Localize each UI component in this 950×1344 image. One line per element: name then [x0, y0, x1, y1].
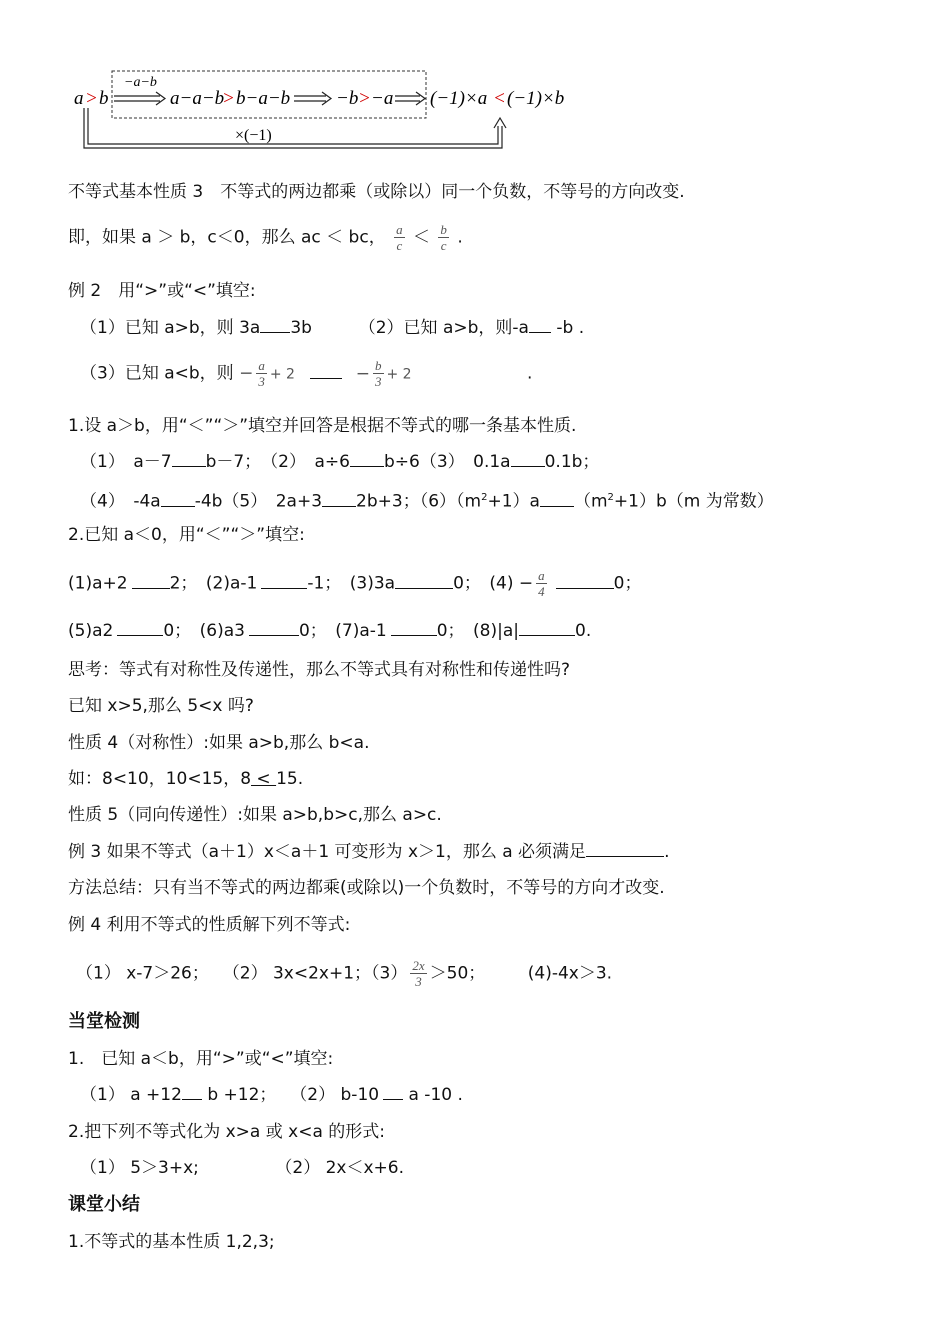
diagram-start-gt: > — [85, 88, 98, 109]
example4-title: 例 4 利用不等式的性质解下列不等式: — [68, 915, 351, 935]
fraction-b-over-3: $\frac{b}{3}$ — [375, 358, 382, 389]
property3-example — [68, 222, 463, 253]
answer-blank[interactable] — [586, 840, 664, 857]
q2-r1-e: 0； — [613, 573, 642, 594]
example3-text: 例 3 如果不等式（a＋1）x＜a＋1 可变形为 x＞1，那么 a 必须满足 — [68, 842, 587, 862]
fraction-a-over-4: $\frac{a}{4}$ — [538, 568, 545, 599]
property3-text: 不等式基本性质 3 不等式的两边都乘（或除以）同一个负数，不等号的方向改变. — [68, 182, 685, 202]
q1-r1-c: b÷6（3） 0.1a — [383, 452, 511, 472]
q2-r2-d: 0； (8)|a| — [436, 621, 520, 641]
double-arrow-icon — [114, 92, 165, 105]
check-line3: 2.把下列不等式化为 x>a 或 x<a 的形式: — [68, 1122, 386, 1142]
q2-r1-c: -1； (3)3a — [307, 573, 396, 594]
example2-title: 例 2 用“>”或“<”填空: — [68, 281, 256, 301]
check-heading: 当堂检测 — [68, 1011, 140, 1032]
question1-title: 1.设 a＞b，用“＜”“＞”填空并回答是根据不等式的哪一条基本性质. — [68, 416, 577, 436]
answer-blank[interactable] — [556, 572, 614, 589]
answer-blank[interactable] — [529, 316, 551, 333]
check-line4: （1） 5＞3+x; （2） 2x＜x+6. — [80, 1158, 405, 1178]
fraction-2x-over-3: $\frac{2x}{3}$ — [412, 958, 425, 989]
question2-row1 — [68, 568, 641, 599]
double-arrow-icon — [395, 92, 425, 105]
answer-blank[interactable] — [383, 1083, 403, 1100]
answer-blank[interactable] — [132, 572, 170, 589]
expr2-left: −b — [336, 88, 359, 109]
p4-example-c: 15. — [276, 769, 304, 789]
q2-r2-e: 0. — [575, 621, 592, 641]
end-dot: . — [457, 227, 463, 248]
expr3-right: (−1)×b — [507, 88, 565, 109]
answer-blank[interactable] — [310, 362, 342, 379]
superscript: 2 — [481, 492, 488, 503]
q1-r2-b: -4b（5） 2a+3 — [194, 491, 323, 512]
diagram-start-b: b — [99, 88, 109, 109]
check-l2-b: b +12； （2） b-10 — [201, 1085, 380, 1105]
fraction-b-over-c: $\frac{b}{c}$ — [440, 222, 447, 253]
think-line2: 已知 x>5,那么 5<x 吗? — [68, 696, 254, 716]
question1-row2 — [80, 486, 774, 514]
fraction-a-over-c: $\frac{a}{c}$ — [396, 222, 403, 253]
p4-example-a: 如：8<10，10<15，8 — [68, 769, 252, 789]
q1-r1-d: 0.1b； — [544, 452, 600, 472]
q1-r2-a: （4） -4a — [80, 491, 161, 512]
check-line1: 1. 已知 a＜b，用“>”或“<”填空: — [68, 1049, 334, 1069]
superscript: 2 — [607, 492, 614, 503]
expr1-left: a−a−b — [170, 88, 225, 109]
property5: 性质 5（同向传递性）:如果 a>b,b>c,那么 a>c. — [68, 805, 442, 825]
example3 — [68, 840, 669, 864]
q1-r2-e: （m — [573, 491, 608, 512]
ex2-q3: （3）已知 a<b，则 — [80, 363, 234, 384]
q1-r2-c: 2b+3；（6）（m — [356, 491, 482, 512]
property4: 性质 4（对称性）:如果 a>b,那么 b<a. — [68, 733, 370, 753]
answer-blank[interactable] — [395, 572, 453, 589]
q2-r1-d: 0； (4) − — [453, 573, 534, 594]
q1-r1-a: （1） a－7 — [80, 452, 172, 472]
plus-two: + 2 — [386, 366, 412, 383]
q2-r2-a: (5)a2 — [68, 621, 114, 641]
arrow1-label: −a−b — [124, 75, 157, 90]
summary-line1: 1.不等式的基本性质 1,2,3; — [68, 1232, 275, 1252]
fraction-a-over-3: $\frac{a}{3}$ — [258, 358, 265, 389]
answer-blank[interactable] — [172, 450, 206, 467]
bottom-label: ×(−1) — [235, 127, 272, 144]
connector-arrow — [84, 108, 506, 148]
check-l2-a: （1） a +12 — [80, 1085, 182, 1105]
method-summary: 方法总结：只有当不等式的两边都乘(或除以)一个负数时，不等号的方向才改变. — [68, 878, 665, 898]
example2-row2 — [80, 358, 532, 389]
answer-blank[interactable] — [540, 490, 574, 507]
ex2-q1: （1）已知 a>b，则 3a — [80, 318, 261, 338]
answer-blank[interactable] — [260, 316, 290, 333]
plus-two: + 2 — [269, 366, 295, 383]
answer-blank[interactable] — [161, 490, 195, 507]
answer-blank[interactable] — [322, 490, 356, 507]
question2-row2 — [68, 619, 591, 643]
less-than: ＜ — [413, 227, 431, 248]
answer-blank[interactable] — [350, 450, 384, 467]
expr3-left: (−1)×a — [430, 88, 488, 109]
answer-blank[interactable] — [519, 619, 575, 636]
expr1-op: > — [222, 88, 235, 109]
q2-r2-c: 0； (7)a-1 — [298, 621, 387, 641]
question1-row1 — [80, 450, 599, 474]
ex2-q3-end: . — [527, 363, 533, 384]
think-line1: 思考：等式有对称性及传递性，那么不等式具有对称性和传递性吗? — [68, 660, 571, 680]
minus-sign: − — [355, 363, 370, 384]
answer-blank[interactable] — [249, 619, 299, 636]
minus-sign: − — [239, 363, 254, 384]
q2-r1-b: 2； (2)a-1 — [169, 573, 258, 594]
double-arrow-icon — [294, 92, 331, 105]
expr1-right: b−a−b — [236, 88, 291, 109]
p4-example-answer: < — [251, 769, 277, 789]
expr2-right: −a — [371, 88, 394, 109]
check-l2-c: a -10 . — [403, 1085, 463, 1105]
answer-blank[interactable] — [117, 619, 163, 636]
expr2-op: > — [358, 88, 371, 109]
answer-blank[interactable] — [391, 619, 437, 636]
answer-blank[interactable] — [261, 572, 307, 589]
derivation-diagram — [70, 68, 590, 152]
q1-r2-d: +1）a — [487, 491, 540, 512]
ex2-q2: （2）已知 a>b，则-a — [358, 318, 529, 338]
q1-r1-b: b－7； （2） a÷6 — [205, 452, 350, 472]
q2-r1-a: (1)a+2 — [68, 573, 128, 594]
property4-example — [68, 767, 303, 791]
ex2-q1-end: 3b — [290, 318, 312, 338]
example4-b: ＞50； (4)-4x＞3. — [429, 963, 613, 984]
answer-blank[interactable] — [511, 450, 545, 467]
summary-heading: 课堂小结 — [68, 1194, 140, 1215]
example4-a: （1） x-7＞26； （2） 3x<2x+1；（3） — [76, 963, 408, 984]
q1-r2-f: +1）b（m 为常数） — [613, 491, 774, 512]
example2-row1 — [80, 316, 584, 340]
property3-prefix: 即，如果 a ＞ b，c＜0，那么 ac ＜ bc， — [68, 227, 386, 248]
answer-blank[interactable] — [182, 1083, 202, 1100]
example4-row — [76, 958, 612, 989]
example3-end: . — [664, 842, 670, 862]
check-line2 — [80, 1083, 463, 1107]
q2-r2-b: 0； (6)a3 — [163, 621, 245, 641]
ex2-q2-end: -b . — [550, 318, 585, 338]
diagram-start-a: a — [74, 88, 84, 109]
question2-title: 2.已知 a＜0，用“＜”“＞”填空: — [68, 525, 305, 545]
expr3-op: < — [493, 88, 506, 109]
